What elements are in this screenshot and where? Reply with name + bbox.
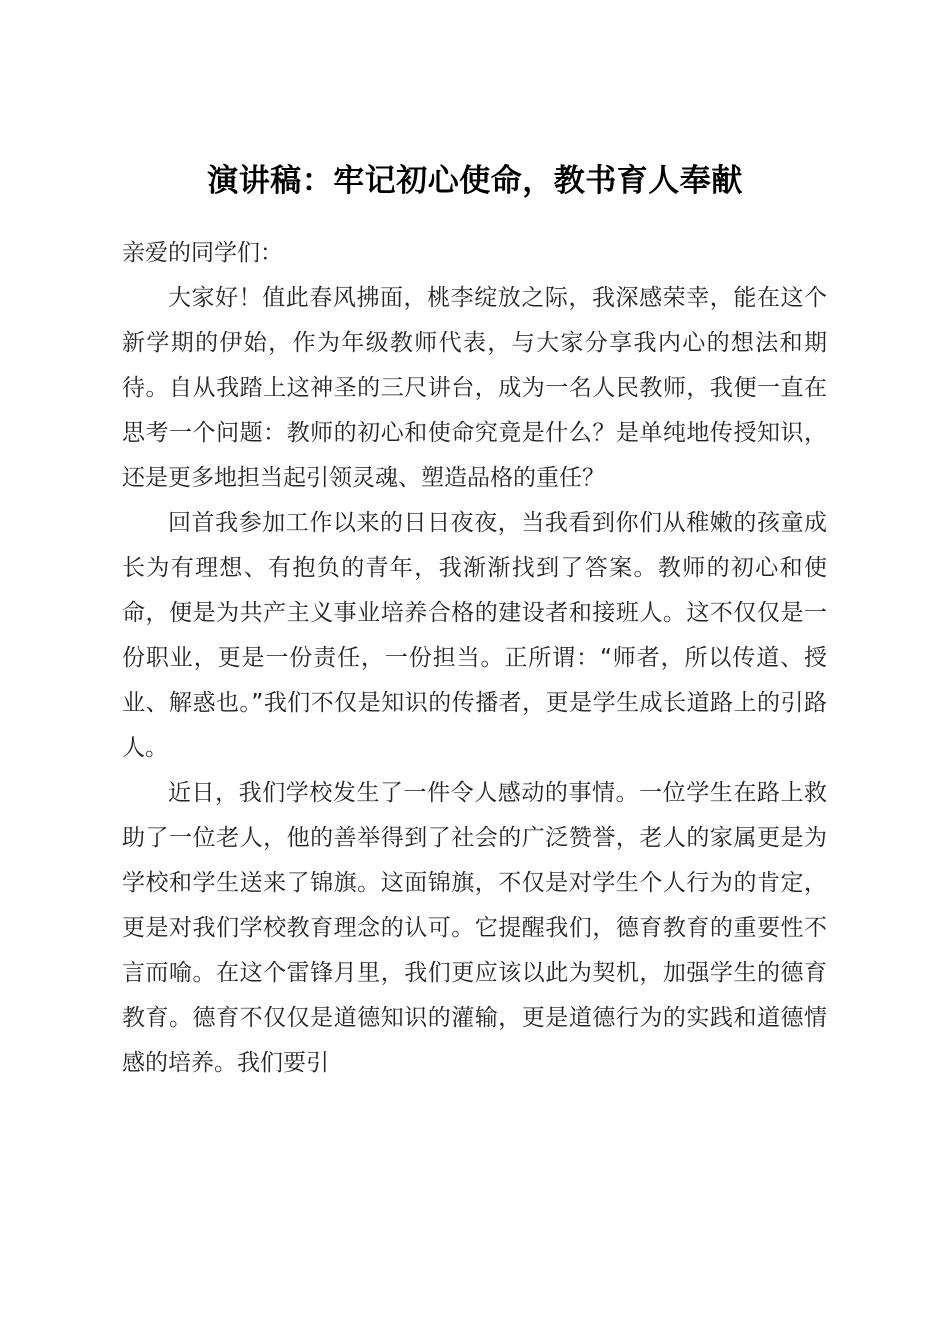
paragraph-2: 回首我参加工作以来的日日夜夜，当我看到你们从稚嫩的孩童成长为有理想、有抱负的青年，我渐渐找到了答案。教师的初心和使命，便是为共产主义事业培养合格的建设者和接班人。这不仅仅是一份职业，更是一份责任，一份担当。正所谓：“师者，所以传道、授业、解惑也。”我们不仅是知识的传播者，更是学生成长道路上的引路人。 <box>122 510 827 761</box>
speech-body <box>122 231 827 1086</box>
paragraph-3: 近日，我们学校发生了一件令人感动的事情。一位学生在路上救助了一位老人，他的善举得到了社会的广泛赞誉，老人的家属更是为学校和学生送来了锦旗。这面锦旗，不仅是对学生个人行为的肯定，更是对我们学校教育理念的认可。它提醒我们，德育教育的重要性不言而喻。在这个雷锋月里，我们更应该以此为契机，加强学生的德育教育。德育不仅仅是道德知识的灌输，更是道德行为的实践和道德情感的培养。我们要引 <box>122 780 827 1076</box>
page-title: 演讲稿：牢记初心使命，教书育人奉献 <box>207 162 743 199</box>
paragraph-1: 大家好！值此春风拂面，桃李绽放之际，我深感荣幸，能在这个新学期的伊始，作为年级教师代表，与大家分享我内心的想法和期待。自从我踏上这神圣的三尺讲台，成为一名人民教师，我便一直在思考一个问题：教师的初心和使命究竟是什么？是单纯地传授知识，还是更多地担当起引领灵魂、塑造品格的重任？ <box>122 285 827 491</box>
salutation: 亲爱的同学们： <box>122 240 283 266</box>
